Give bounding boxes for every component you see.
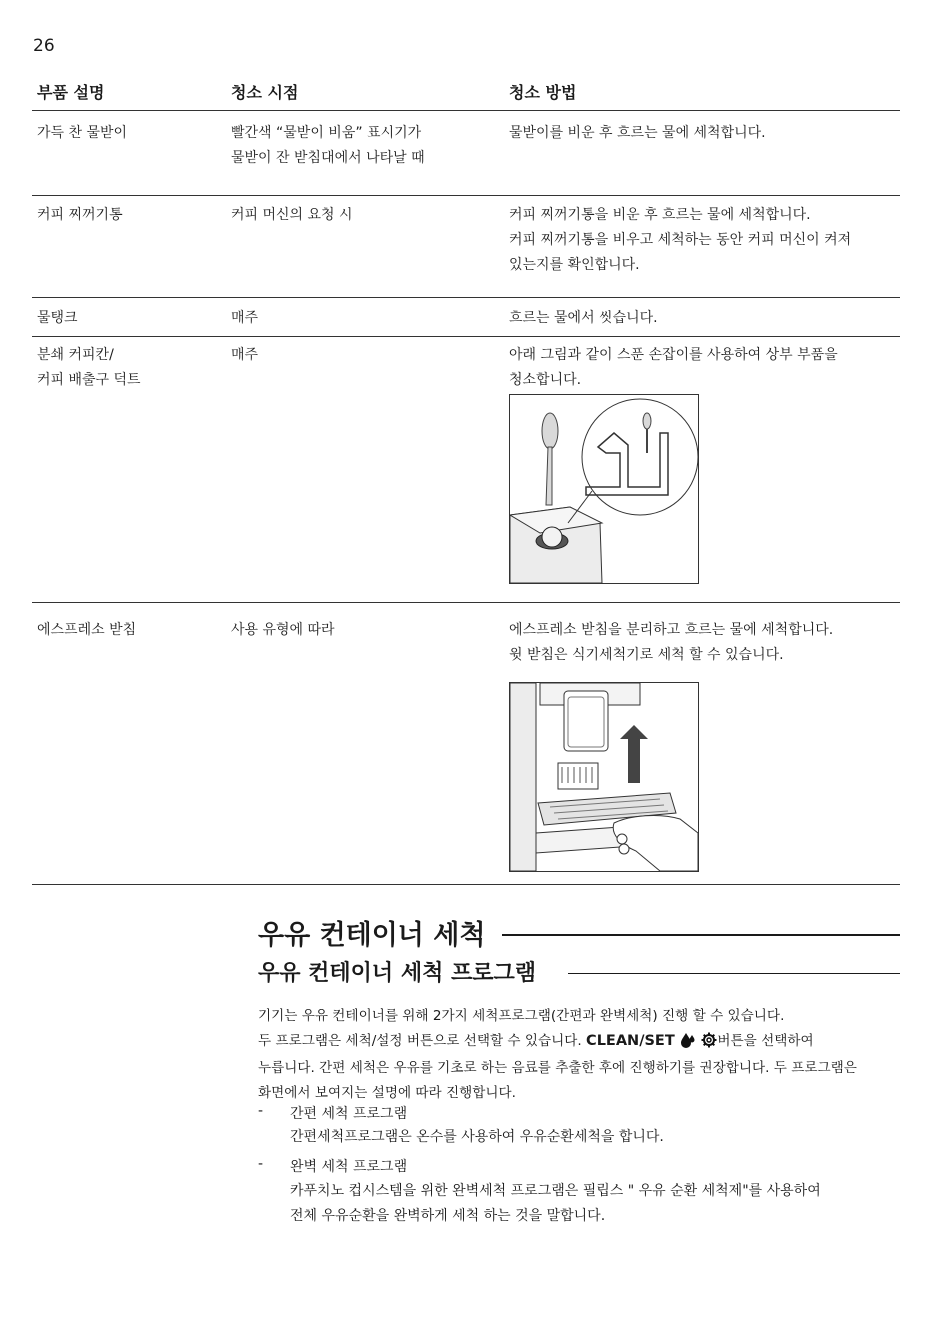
table-rule bbox=[32, 110, 900, 111]
section-title-rule bbox=[502, 934, 900, 936]
bullet-title: 완벽 세척 프로그램 bbox=[290, 1159, 408, 1175]
table-rule bbox=[32, 195, 900, 196]
bullet-title: 간편 세척 프로그램 bbox=[290, 1106, 408, 1122]
table-cell-how: 물받이를 비운 후 흐르는 물에 세척합니다. bbox=[509, 125, 766, 141]
section-subtitle-rule bbox=[568, 973, 900, 974]
table-cell-when: 매주 bbox=[231, 347, 259, 363]
table-cell-part: 물탱크 bbox=[37, 310, 78, 326]
header-part: 부품 설명 bbox=[37, 83, 105, 102]
table-cell-how: 아래 그림과 같이 스푼 손잡이를 사용하여 상부 부품을 청소합니다. bbox=[509, 347, 838, 388]
bullet-body: 카푸치노 컵시스템을 위한 완벽세척 프로그램은 필립스 " 우유 순환 세척제"를 사용하여 전체 우유순환을 완벽하게 세척 하는 것을 말합니다. bbox=[290, 1183, 821, 1224]
table-rule bbox=[32, 602, 900, 603]
drip-tray-removal-illustration bbox=[509, 682, 699, 872]
table-cell-part: 에스프레소 받침 bbox=[37, 622, 137, 638]
clean-set-label: CLEAN/SET bbox=[586, 1032, 675, 1049]
table-rule bbox=[32, 336, 900, 337]
table-cell-when: 매주 bbox=[231, 310, 259, 326]
spoon-cleaning-drawing bbox=[510, 395, 698, 583]
drip-tray-removal-drawing bbox=[510, 683, 698, 871]
table-cell-part: 분쇄 커피칸/ 커피 배출구 덕트 bbox=[37, 347, 141, 388]
bullet-body: 간편세척프로그램은 온수를 사용하여 우유순환세척을 합니다. bbox=[290, 1129, 664, 1145]
section-subtitle: 우유 컨테이너 세척 프로그램 bbox=[258, 961, 537, 986]
spoon-cleaning-illustration bbox=[509, 394, 699, 584]
table-cell-how: 흐르는 물에서 씻습니다. bbox=[509, 310, 658, 326]
table-cell-how: 커피 찌꺼기통을 비운 후 흐르는 물에 세척합니다. 커피 찌꺼기통을 비우고 세척하는 동안 커피 머신이 켜져 있는지를 확인합니다. bbox=[509, 207, 852, 273]
page-number: 26 bbox=[33, 36, 55, 56]
table-cell-when: 빨간색 “물받이 비움” 표시기가 물받이 잔 받침대에서 나타날 때 bbox=[231, 125, 425, 166]
table-cell-part: 커피 찌꺼기통 bbox=[37, 207, 123, 223]
header-when: 청소 시점 bbox=[231, 83, 299, 102]
gear-icon bbox=[701, 1032, 717, 1057]
water-drop-icon bbox=[679, 1032, 697, 1057]
intro-paragraph: 기기는 우유 컨테이너를 위해 2가지 세척프로그램(간편과 완벽세척) 진행 할 수 있습니다. 두 프로그램은 세척/설정 버튼으로 선택할 수 있습니다. CLEAN/SET 버튼을 선택하여 누릅니다. 간편 세척은 우유를 기초로 하는 음료를 추출한 후에 진행하기를 권장합니다. 두 프로그램은 화면에서 보여지는 설명에 따라 진행합니다. bbox=[258, 1008, 857, 1101]
table-cell-part: 가득 찬 물받이 bbox=[37, 125, 128, 141]
header-how: 청소 방법 bbox=[509, 83, 577, 102]
bullet-dash: - bbox=[258, 1103, 264, 1119]
table-rule bbox=[32, 297, 900, 298]
table-cell-when: 사용 유형에 따라 bbox=[231, 622, 335, 638]
table-rule bbox=[32, 884, 900, 885]
section-title: 우유 컨테이너 세척 bbox=[258, 920, 486, 951]
table-cell-how: 에스프레소 받침을 분리하고 흐르는 물에 세척합니다. 윗 받침은 식기세척기로 세척 할 수 있습니다. bbox=[509, 622, 834, 663]
bullet-dash: - bbox=[258, 1156, 264, 1172]
table-cell-when: 커피 머신의 요청 시 bbox=[231, 207, 353, 223]
